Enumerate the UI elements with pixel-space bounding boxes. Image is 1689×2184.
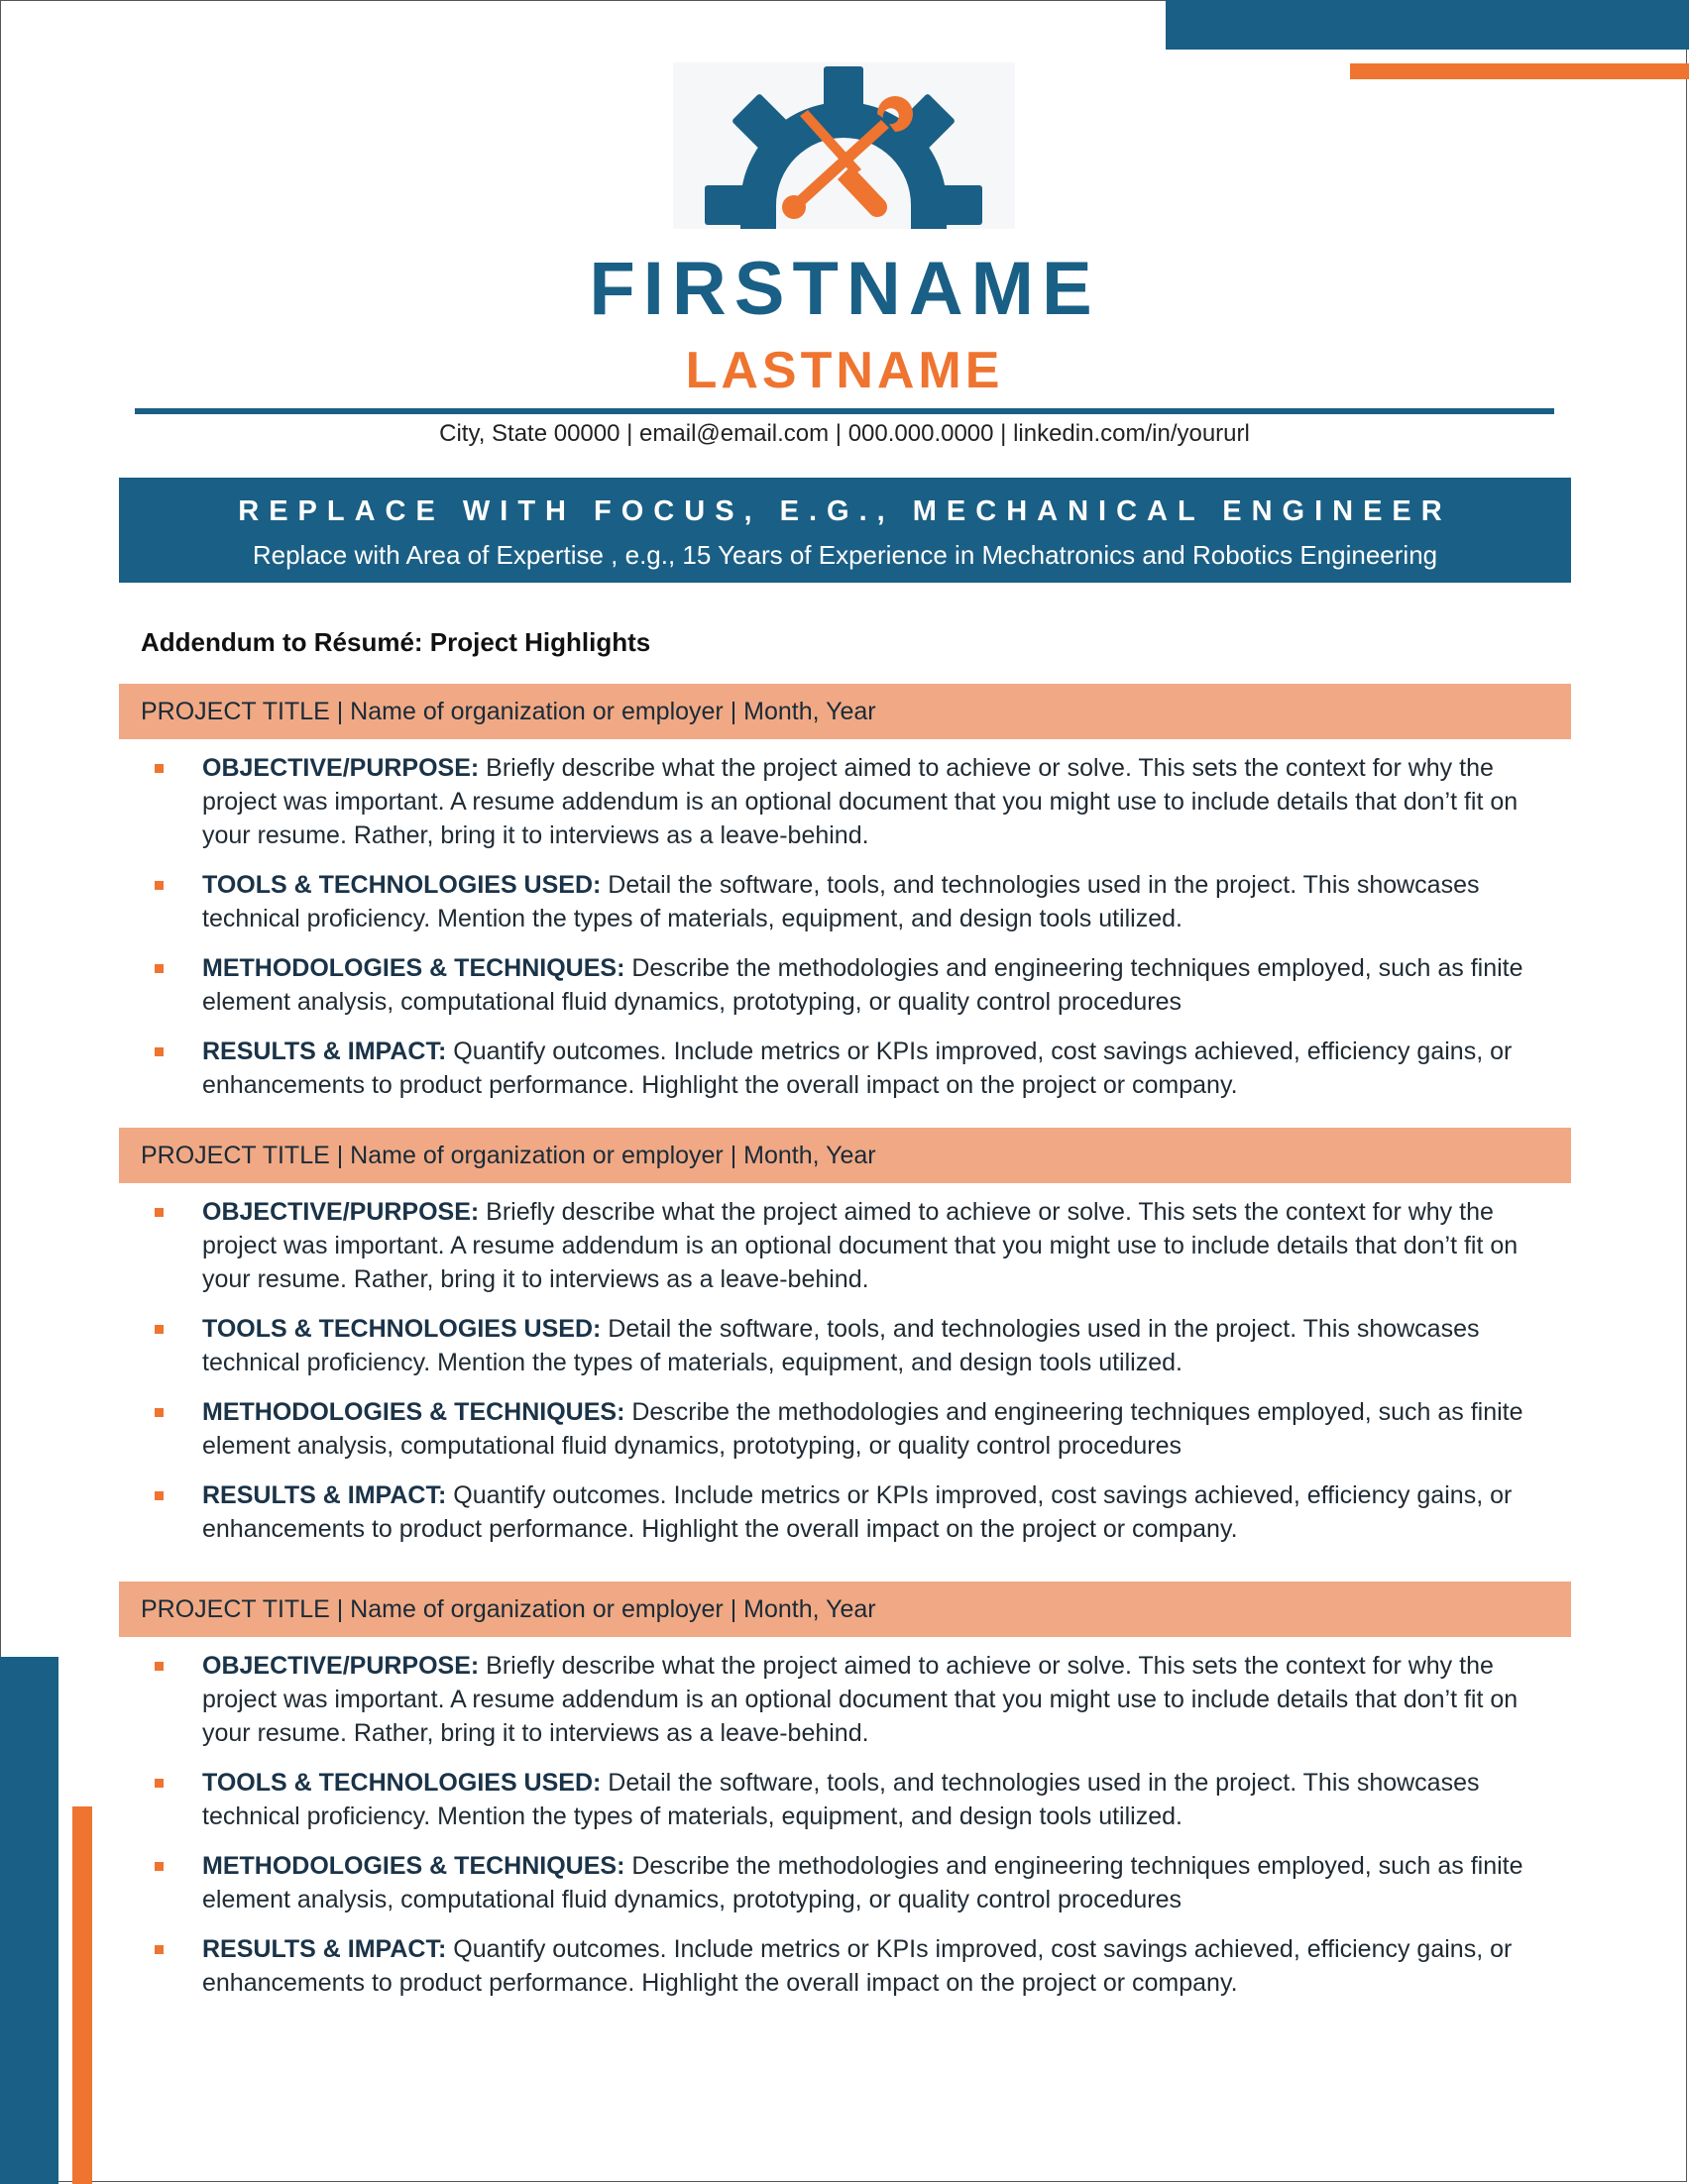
square-bullet-icon xyxy=(155,964,164,973)
item-text: Briefly describe what the project aimed to achieve or solve. This sets the context for why the project was important. A resume addendum is an optional document that you might use to include details that don’t fit on your resume. Rather, bring it to interviews as a leave-behind. xyxy=(202,754,1519,849)
project-bullet-list xyxy=(119,751,1571,1102)
list-item xyxy=(119,868,1571,935)
list-item xyxy=(119,1649,1571,1750)
item-text: Describe the methodologies and engineering techniques employed, such as finite element analysis, computational fluid dynamics, prototyping, or quality control procedures xyxy=(202,1852,1523,1913)
square-bullet-icon xyxy=(155,1325,164,1334)
gear-tools-logo-icon xyxy=(673,62,1015,229)
last-name: LASTNAME xyxy=(685,342,1004,399)
list-item xyxy=(119,1195,1571,1296)
project-meta: | Name of organization or employer | Month, Year xyxy=(329,698,876,725)
contact-line: City, State 00000 | email@email.com | 000.000.0000 | linkedin.com/in/yoururl xyxy=(439,420,1250,447)
item-text: Describe the methodologies and engineering techniques employed, such as finite element analysis, computational fluid dynamics, prototyping, or quality control procedures xyxy=(202,1398,1523,1460)
item-label: RESULTS & IMPACT: xyxy=(202,1935,447,1963)
project-section xyxy=(119,1582,1571,2016)
item-text: Briefly describe what the project aimed to achieve or solve. This sets the context for why the project was important. A resume addendum is an optional document that you might use to include details that don’t fit on your resume. Rather, bring it to interviews as a leave-behind. xyxy=(202,1652,1519,1747)
project-header xyxy=(119,1582,1571,1637)
square-bullet-icon xyxy=(155,1208,164,1217)
square-bullet-icon xyxy=(155,1047,164,1056)
list-item xyxy=(119,1766,1571,1833)
list-item xyxy=(119,1035,1571,1102)
item-text: Detail the software, tools, and technologies used in the project. This showcases technical proficiency. Mention the types of materials, equipment, and design tools utilized. xyxy=(202,1769,1480,1830)
project-title: PROJECT TITLE xyxy=(141,1595,330,1623)
decorative-bar-top-orange xyxy=(1350,63,1689,79)
project-meta: | Name of organization or employer | Month, Year xyxy=(329,1142,876,1169)
project-header xyxy=(119,684,1571,739)
focus-subtitle: Replace with Area of Expertise , e.g., 15 Years of Experience in Mechatronics and Robotics Engineering xyxy=(252,540,1438,570)
project-meta: | Name of organization or employer | Month, Year xyxy=(329,1595,876,1623)
item-label: RESULTS & IMPACT: xyxy=(202,1037,447,1065)
square-bullet-icon xyxy=(155,1491,164,1500)
item-text: Detail the software, tools, and technologies used in the project. This showcases technical proficiency. Mention the types of materials, equipment, and design tools utilized. xyxy=(202,871,1480,932)
item-label: OBJECTIVE/PURPOSE: xyxy=(202,754,480,782)
project-title: PROJECT TITLE xyxy=(141,1142,330,1169)
item-text: Briefly describe what the project aimed to achieve or solve. This sets the context for why the project was important. A resume addendum is an optional document that you might use to include details that don’t fit on your resume. Rather, bring it to interviews as a leave-behind. xyxy=(202,1198,1519,1293)
item-text: Quantify outcomes. Include metrics or KPIs improved, cost savings achieved, efficiency gains, or enhancements to product performance. Highlight the overall impact on the project or company. xyxy=(202,1935,1513,1997)
square-bullet-icon xyxy=(155,764,164,773)
name-divider xyxy=(135,408,1554,414)
list-item xyxy=(119,1395,1571,1463)
item-label: TOOLS & TECHNOLOGIES USED: xyxy=(202,1769,602,1797)
decorative-bar-left-blue xyxy=(0,1657,58,2184)
list-item xyxy=(119,1932,1571,2000)
list-item xyxy=(119,1312,1571,1379)
square-bullet-icon xyxy=(155,1779,164,1788)
item-label: OBJECTIVE/PURPOSE: xyxy=(202,1198,480,1226)
item-label: TOOLS & TECHNOLOGIES USED: xyxy=(202,1315,602,1343)
project-title: PROJECT TITLE xyxy=(141,698,330,725)
square-bullet-icon xyxy=(155,1862,164,1871)
square-bullet-icon xyxy=(155,1408,164,1417)
square-bullet-icon xyxy=(155,1662,164,1671)
list-item xyxy=(119,751,1571,852)
square-bullet-icon xyxy=(155,881,164,890)
focus-banner xyxy=(119,478,1571,583)
project-header xyxy=(119,1128,1571,1183)
list-item xyxy=(119,951,1571,1019)
addendum-heading: Addendum to Résumé: Project Highlights xyxy=(141,627,651,657)
item-label: RESULTS & IMPACT: xyxy=(202,1481,447,1509)
item-label: METHODOLOGIES & TECHNIQUES: xyxy=(202,1398,625,1426)
square-bullet-icon xyxy=(155,1945,164,1954)
list-item xyxy=(119,1849,1571,1916)
item-label: OBJECTIVE/PURPOSE: xyxy=(202,1652,480,1680)
list-item xyxy=(119,1478,1571,1546)
focus-title: REPLACE WITH FOCUS, E.G., MECHANICAL ENGINEER xyxy=(238,495,1452,527)
project-bullet-list xyxy=(119,1195,1571,1546)
project-section xyxy=(119,684,1571,1118)
item-label: METHODOLOGIES & TECHNIQUES: xyxy=(202,954,625,982)
item-label: METHODOLOGIES & TECHNIQUES: xyxy=(202,1852,625,1880)
first-name: FIRSTNAME xyxy=(589,247,1100,331)
item-text: Quantify outcomes. Include metrics or KPIs improved, cost savings achieved, efficiency gains, or enhancements to product performance. Highlight the overall impact on the project or company. xyxy=(202,1037,1513,1099)
decorative-bar-left-orange xyxy=(72,1806,92,2184)
item-label: TOOLS & TECHNOLOGIES USED: xyxy=(202,871,602,899)
project-section xyxy=(119,1128,1571,1562)
decorative-bar-top-blue xyxy=(1166,0,1689,50)
item-text: Detail the software, tools, and technologies used in the project. This showcases technical proficiency. Mention the types of materials, equipment, and design tools utilized. xyxy=(202,1315,1480,1376)
item-text: Quantify outcomes. Include metrics or KPIs improved, cost savings achieved, efficiency gains, or enhancements to product performance. Highlight the overall impact on the project or company. xyxy=(202,1481,1513,1543)
item-text: Describe the methodologies and engineering techniques employed, such as finite element analysis, computational fluid dynamics, prototyping, or quality control procedures xyxy=(202,954,1523,1016)
project-bullet-list xyxy=(119,1649,1571,2000)
